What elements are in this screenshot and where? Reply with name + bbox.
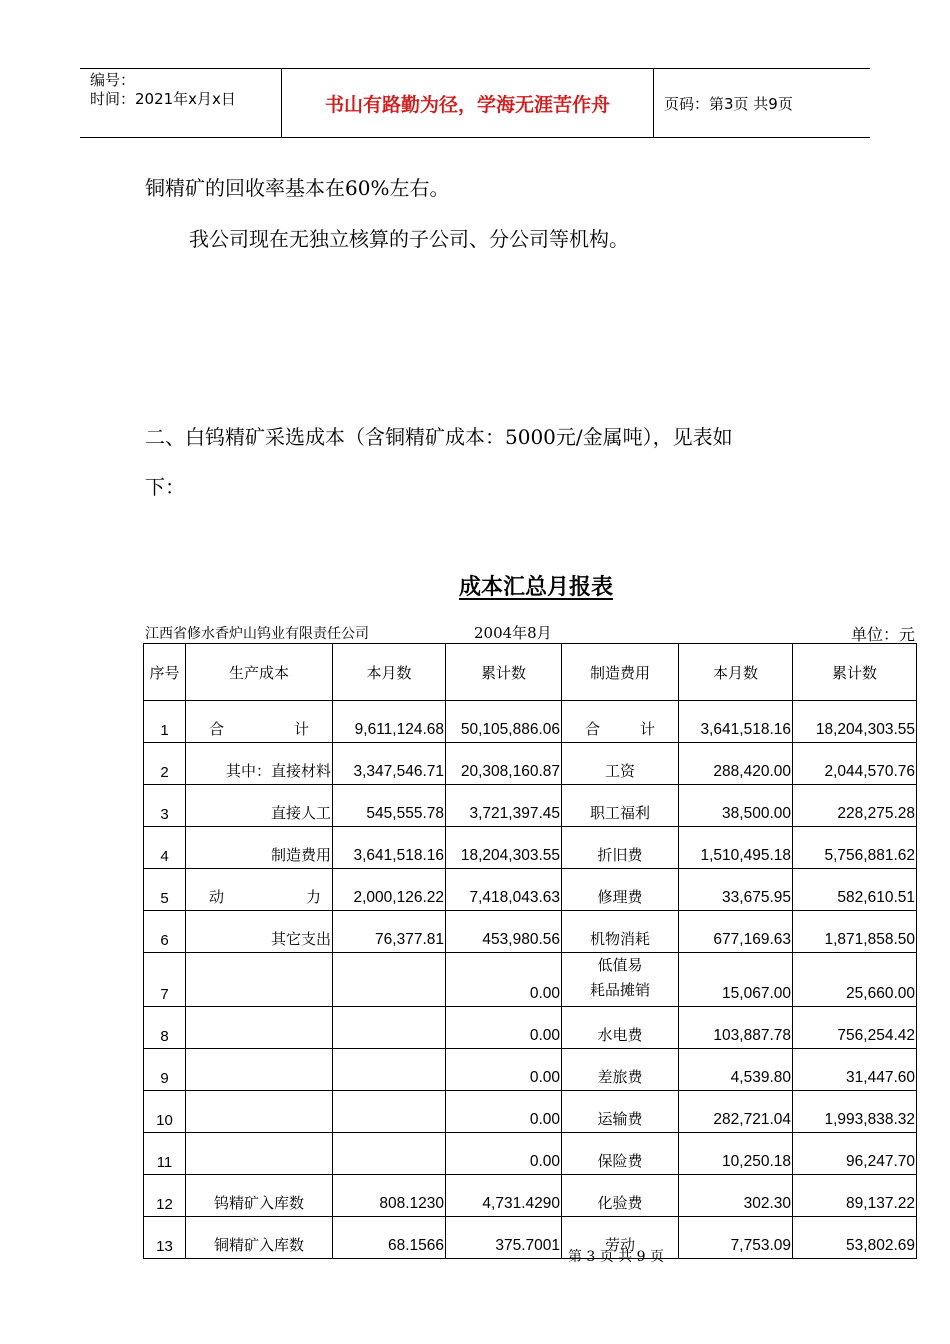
- cell-expense-month: 15,067.00: [679, 953, 793, 1007]
- header-cell-seq: 序号: [144, 644, 186, 701]
- spread-label: [563, 718, 677, 739]
- cell-month-value: [333, 953, 446, 1007]
- cell-expense-month: 302.30: [679, 1175, 793, 1217]
- cell-seq: 13: [144, 1217, 186, 1259]
- cell-expense-item: 工资: [562, 743, 679, 785]
- cell-expense-month: 288,420.00: [679, 743, 793, 785]
- cell-seq: 1: [144, 701, 186, 743]
- cell-expense-item: 折旧费: [562, 827, 679, 869]
- cell-month-value: [333, 1007, 446, 1049]
- cell-expense-month: 103,887.78: [679, 1007, 793, 1049]
- paragraph-recovery-rate: 铜精矿的回收率基本在60%左右。: [145, 176, 450, 200]
- cell-production-item: 其它支出: [186, 911, 333, 953]
- cell-production-item: [186, 701, 333, 743]
- label-char: 计: [639, 720, 655, 738]
- cell-cumulative-value: 3,721,397.45: [446, 785, 562, 827]
- table-row: [144, 1049, 917, 1091]
- cell-expense-cumulative: 53,802.69: [793, 1217, 917, 1259]
- cell-seq: 4: [144, 827, 186, 869]
- cell-expense-item: 水电费: [562, 1007, 679, 1049]
- label-char: 合: [585, 720, 601, 738]
- table-row: [144, 701, 917, 743]
- cell-month-value: 545,555.78: [333, 785, 446, 827]
- cell-expense-cumulative: 756,254.42: [793, 1007, 917, 1049]
- report-period: 2004年8月: [474, 624, 552, 642]
- header-motto: 书山有路勤为径，学海无涯苦作舟: [282, 69, 654, 137]
- table-row: [144, 1007, 917, 1049]
- label-line: 耗品摊销: [589, 981, 650, 999]
- cell-cumulative-value: 18,204,303.55: [446, 827, 562, 869]
- cell-production-item: [186, 869, 333, 911]
- cell-expense-month: 1,510,495.18: [679, 827, 793, 869]
- cell-production-item: [186, 1049, 333, 1091]
- label-char: 动: [209, 888, 225, 906]
- cell-cumulative-value: 0.00: [446, 1091, 562, 1133]
- cell-cumulative-value: 0.00: [446, 1133, 562, 1175]
- cell-expense-month: 7,753.09: [679, 1217, 793, 1259]
- header-cell-production-cost: 生产成本: [186, 644, 333, 701]
- cell-expense-item: 差旅费: [562, 1049, 679, 1091]
- cell-month-value: 9,611,124.68: [333, 701, 446, 743]
- cell-expense-month: 282,721.04: [679, 1091, 793, 1133]
- cell-cumulative-value: 0.00: [446, 953, 562, 1007]
- table-row: [144, 743, 917, 785]
- spread-label: [187, 886, 331, 907]
- header-cell-month: 本月数: [333, 644, 446, 701]
- cell-seq: 9: [144, 1049, 186, 1091]
- cell-expense-item: 机物消耗: [562, 911, 679, 953]
- table-row: [144, 827, 917, 869]
- table-row: [144, 1133, 917, 1175]
- table-row: [144, 953, 917, 1007]
- cell-cumulative-value: 453,980.56: [446, 911, 562, 953]
- report-unit: 单位：元: [850, 625, 915, 644]
- cell-expense-item: [562, 701, 679, 743]
- paragraph-cost-intro-line1: 二、白钨精矿采选成本（含铜精矿成本：5000元/金属吨），见表如: [145, 425, 733, 449]
- label-char: 力: [305, 888, 321, 906]
- header-meta: [80, 69, 282, 137]
- cell-month-value: 68.1566: [333, 1217, 446, 1259]
- cell-month-value: 3,347,546.71: [333, 743, 446, 785]
- table-header-row: [144, 644, 917, 701]
- header-cell-month-2: 本月数: [679, 644, 793, 701]
- cell-expense-cumulative: 1,993,838.32: [793, 1091, 917, 1133]
- table-row: [144, 1175, 917, 1217]
- cell-expense-cumulative: 25,660.00: [793, 953, 917, 1007]
- cell-cumulative-value: 0.00: [446, 1007, 562, 1049]
- report-company: 江西省修水香炉山钨业有限责任公司: [145, 626, 369, 642]
- header-page-info: 页码：第3页 共9页: [664, 94, 793, 113]
- table-row: [144, 869, 917, 911]
- cell-cumulative-value: 20,308,160.87: [446, 743, 562, 785]
- cell-production-item: [186, 1007, 333, 1049]
- cell-month-value: 76,377.81: [333, 911, 446, 953]
- cell-expense-cumulative: 228,275.28: [793, 785, 917, 827]
- label-line: 低值易: [597, 956, 643, 974]
- cell-production-item: 其中：直接材料: [186, 743, 333, 785]
- cell-cumulative-value: 375.7001: [446, 1217, 562, 1259]
- cell-cumulative-value: 0.00: [446, 1049, 562, 1091]
- cell-expense-month: 3,641,518.16: [679, 701, 793, 743]
- cell-month-value: 808.1230: [333, 1175, 446, 1217]
- cell-cumulative-value: 4,731.4290: [446, 1175, 562, 1217]
- cell-seq: 6: [144, 911, 186, 953]
- cell-expense-item: 化验费: [562, 1175, 679, 1217]
- cell-production-item: [186, 953, 333, 1007]
- cell-seq: 5: [144, 869, 186, 911]
- document-number-label: 编号：: [90, 71, 136, 89]
- cell-month-value: [333, 1091, 446, 1133]
- cell-expense-cumulative: 5,756,881.62: [793, 827, 917, 869]
- cell-expense-month: 4,539.80: [679, 1049, 793, 1091]
- cell-expense-item: [562, 953, 679, 1007]
- cell-expense-month: 38,500.00: [679, 785, 793, 827]
- label-char: 计: [293, 720, 309, 738]
- cell-expense-month: 33,675.95: [679, 869, 793, 911]
- header-cell-cumulative-2: 累计数: [793, 644, 917, 701]
- table-row: [144, 785, 917, 827]
- cell-production-item: [186, 1091, 333, 1133]
- cell-month-value: 2,000,126.22: [333, 869, 446, 911]
- cost-summary-table: [143, 643, 917, 1259]
- cell-expense-cumulative: 31,447.60: [793, 1049, 917, 1091]
- cell-expense-month: 10,250.18: [679, 1133, 793, 1175]
- cell-seq: 12: [144, 1175, 186, 1217]
- page-footer: 第 3 页 共 9 页: [567, 1249, 665, 1265]
- cell-production-item: 钨精矿入库数: [186, 1175, 333, 1217]
- report-title: 成本汇总月报表: [458, 575, 613, 600]
- cell-expense-item: 修理费: [562, 869, 679, 911]
- cell-seq: 10: [144, 1091, 186, 1133]
- cell-cumulative-value: 7,418,043.63: [446, 869, 562, 911]
- cell-seq: 2: [144, 743, 186, 785]
- cell-expense-item: 保险费: [562, 1133, 679, 1175]
- cell-cumulative-value: 50,105,886.06: [446, 701, 562, 743]
- cell-month-value: [333, 1049, 446, 1091]
- cell-seq: 7: [144, 953, 186, 1007]
- table-row: [144, 911, 917, 953]
- cell-expense-cumulative: 18,204,303.55: [793, 701, 917, 743]
- paragraph-cost-intro-line2: 下：: [145, 475, 185, 499]
- cell-expense-cumulative: 96,247.70: [793, 1133, 917, 1175]
- cell-production-item: 铜精矿入库数: [186, 1217, 333, 1259]
- document-time-label: 时间：2021年x月x日: [90, 90, 236, 108]
- header-cell-manufacturing-expense: 制造费用: [562, 644, 679, 701]
- cell-seq: 3: [144, 785, 186, 827]
- cell-expense-item: 职工福利: [562, 785, 679, 827]
- cell-production-item: [186, 1133, 333, 1175]
- cell-seq: 8: [144, 1007, 186, 1049]
- cell-month-value: 3,641,518.16: [333, 827, 446, 869]
- spread-label: [187, 718, 331, 739]
- page-header: [80, 68, 870, 138]
- cell-production-item: 直接人工: [186, 785, 333, 827]
- cell-expense-item: 劳动: [562, 1217, 679, 1259]
- cell-expense-cumulative: 2,044,570.76: [793, 743, 917, 785]
- cell-expense-cumulative: 1,871,858.50: [793, 911, 917, 953]
- cell-expense-cumulative: 582,610.51: [793, 869, 917, 911]
- label-char: 合: [209, 720, 225, 738]
- cell-expense-item: 运输费: [562, 1091, 679, 1133]
- cell-production-item: 制造费用: [186, 827, 333, 869]
- paragraph-subsidiaries: 我公司现在无独立核算的子公司、分公司等机构。: [189, 227, 629, 251]
- cell-expense-cumulative: 89,137.22: [793, 1175, 917, 1217]
- cell-expense-month: 677,169.63: [679, 911, 793, 953]
- cell-month-value: [333, 1133, 446, 1175]
- header-cell-cumulative: 累计数: [446, 644, 562, 701]
- cell-seq: 11: [144, 1133, 186, 1175]
- table-row: [144, 1091, 917, 1133]
